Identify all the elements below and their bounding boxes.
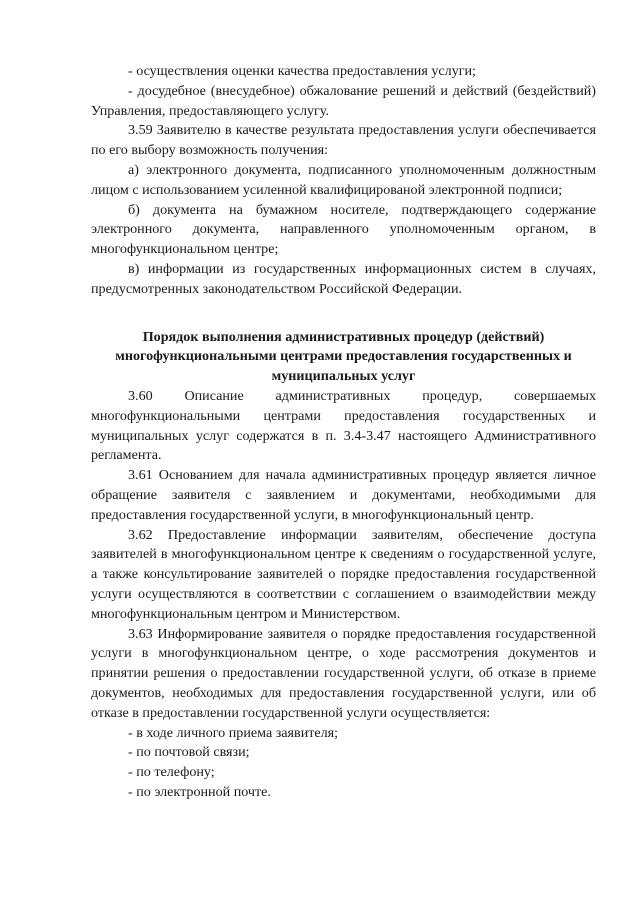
paragraph-3-60: 3.60 Описание административных процедур, совершаемых многофункциональными центрами предоставления государственных и муниципальных услуг содержатся в п. 3.4-3.47 настоящего Административного регламента.: [91, 387, 596, 464]
document-page: [91, 62, 596, 803]
list-item-quality-assessment: - осуществления оценки качества предоставления услуги;: [128, 63, 476, 79]
list-item-pretrial-appeal: - досудебное (внесудебное) обжалование решений и действий (бездействий) Управления, предоставляющего услугу.: [91, 82, 596, 119]
list-item-phone: - по телефону;: [128, 764, 215, 781]
section-heading: Порядок выполнения административных процедур (действий) многофункциональными центрами предоставления государственных и муниципальных услуг: [115, 328, 572, 385]
paragraph-3-62: 3.62 Предоставление информации заявителям, обеспечение доступа заявителей в многофункциональном центре к сведениям о государственной услуге, а также консультирование заявителей о порядке предоставления государственной услуги осуществляются в соответствии с соглашением о взаимодействии между многофункциональным центром и Министерством.: [91, 526, 596, 622]
list-item-v: в) информации из государственных информационных систем в случаях, предусмотренных законодательством Российской Федерации.: [91, 260, 596, 297]
list-item-personal-reception: - в ходе личного приема заявителя;: [128, 724, 339, 741]
list-item-b: б) документа на бумажном носителе, подтверждающего содержание электронного документа, направленного уполномоченным органом, в многофункциональном центре;: [91, 201, 596, 258]
paragraph-3-63: 3.63 Информирование заявителя о порядке предоставления государственной услуги в многофункциональном центре, о ходе рассмотрения документов и принятии решения о предоставлении государственной услуги, об отказе в приеме документов, необходимых для предоставления государственной услуги, или об отказе в предоставлении государственной услуги осуществляется:: [91, 625, 596, 721]
list-item-email: - по электронной почте.: [128, 783, 271, 800]
paragraph-3-59: 3.59 Заявителю в качестве результата предоставления услуги обеспечивается по его выбору возможность получения:: [91, 122, 596, 159]
paragraph-3-61: 3.61 Основанием для начала административных процедур является личное обращение заявителя с заявлением и документами, необходимыми для предоставления государственной услуги, в многофункциональный центр.: [91, 467, 596, 523]
list-item-a: а) электронного документа, подписанного уполномоченным должностным лицом с использованием усиленной квалифицированой электронной подписи;: [91, 161, 596, 198]
list-item-postal: - по почтовой связи;: [128, 744, 250, 761]
